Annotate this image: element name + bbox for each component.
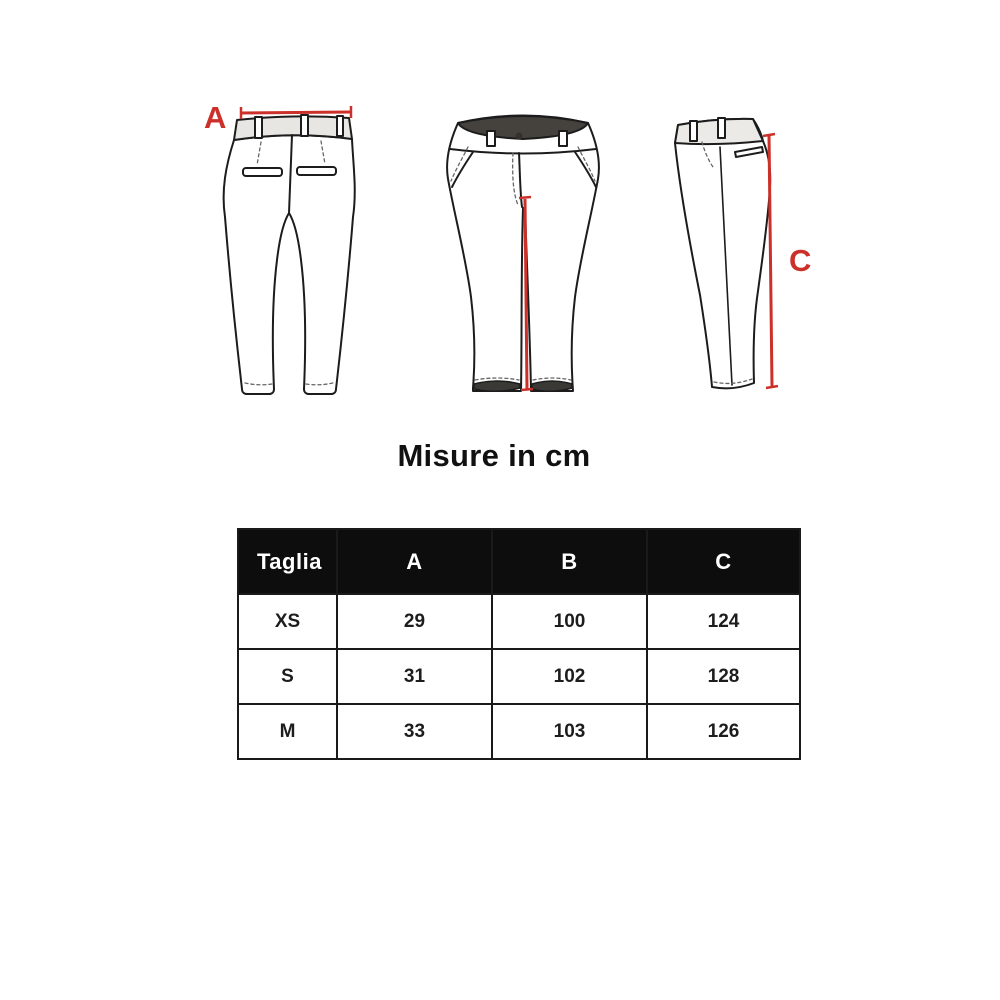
measure-label-a: A xyxy=(204,100,227,135)
col-header-taglia: Taglia xyxy=(238,529,337,594)
pants-side-view-drawing xyxy=(650,95,820,410)
value-cell-b: 103 xyxy=(492,704,647,759)
value-cell-b: 100 xyxy=(492,594,647,649)
table-row-s xyxy=(238,649,800,704)
value-cell-a: 31 xyxy=(337,649,492,704)
size-cell: M xyxy=(238,704,337,759)
size-table-header xyxy=(238,529,800,594)
col-header-b: B xyxy=(492,529,647,594)
col-header-a: A xyxy=(337,529,492,594)
col-header-c: C xyxy=(647,529,800,594)
size-cell: S xyxy=(238,649,337,704)
value-cell-b: 102 xyxy=(492,649,647,704)
pants-front-view-drawing xyxy=(435,95,605,410)
value-cell-a: 29 xyxy=(337,594,492,649)
value-cell-c: 128 xyxy=(647,649,800,704)
size-table xyxy=(237,528,801,760)
table-row-xs xyxy=(238,594,800,649)
table-row-m xyxy=(238,704,800,759)
page-title: Misure in cm xyxy=(397,438,591,473)
value-cell-c: 126 xyxy=(647,704,800,759)
size-cell: XS xyxy=(238,594,337,649)
value-cell-a: 33 xyxy=(337,704,492,759)
value-cell-c: 124 xyxy=(647,594,800,649)
header-row xyxy=(238,529,800,594)
size-table-body xyxy=(238,594,800,759)
pants-back-view-drawing xyxy=(200,95,380,410)
measure-label-c: C xyxy=(789,243,812,278)
